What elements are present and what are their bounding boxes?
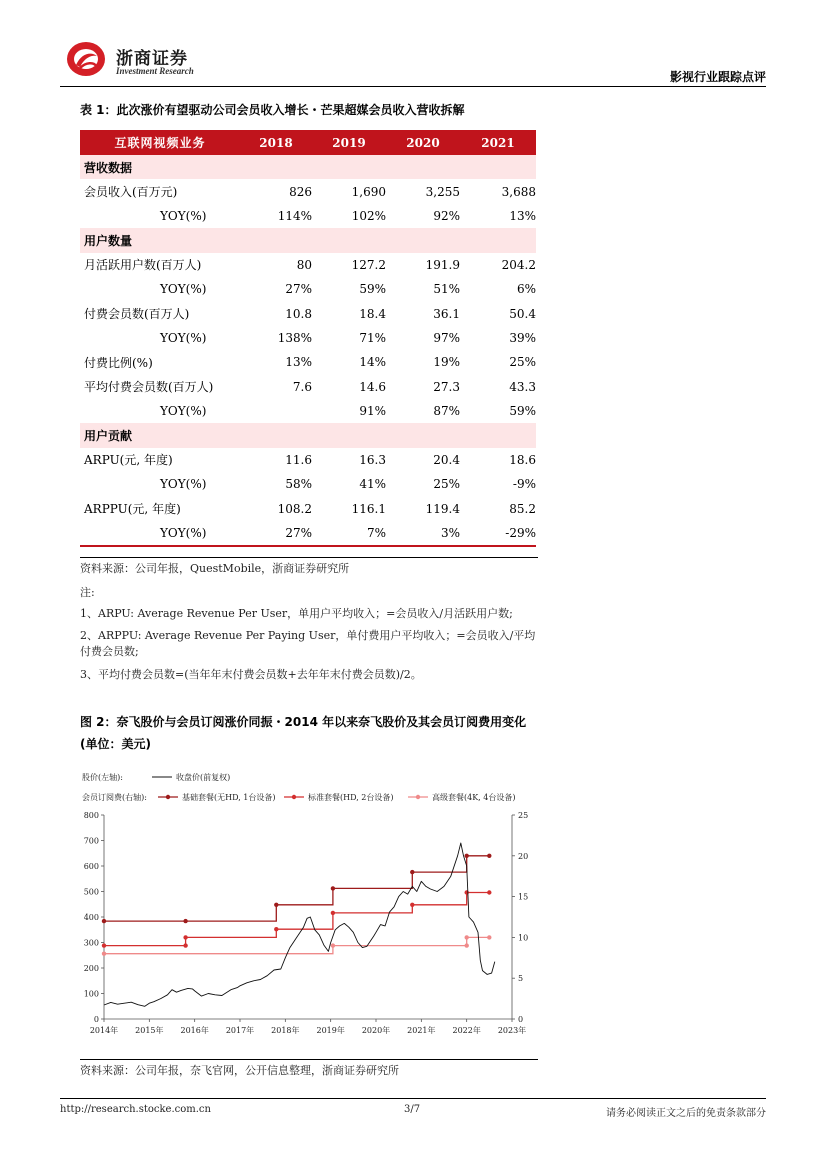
subscription-point — [465, 935, 469, 939]
x-tick-label: 2017年 — [225, 1026, 255, 1035]
table-cell: 1,690 — [351, 184, 386, 199]
section-label: 用户数量 — [80, 228, 536, 252]
table-cell: 102% — [351, 208, 386, 223]
table-cell: 826 — [289, 184, 312, 199]
table-cell: 114% — [277, 208, 312, 223]
table-row — [80, 375, 536, 399]
row-label: YOY(%) — [160, 404, 207, 419]
table-cell: 51% — [433, 282, 460, 297]
table-cell: 39% — [509, 330, 536, 345]
table-row — [80, 496, 536, 520]
subscription-point — [465, 943, 469, 947]
table-cell: 18.4 — [359, 306, 386, 321]
table-cell: 25% — [509, 355, 536, 370]
table-cell: 3,255 — [425, 184, 460, 199]
section-row — [80, 228, 536, 252]
table-cell: 71% — [359, 330, 386, 345]
table-row — [80, 350, 536, 374]
table-cell: 13% — [509, 208, 536, 223]
y-left-tick-label: 500 — [83, 887, 99, 897]
table-cell: 14.6 — [359, 379, 386, 394]
table-row — [80, 301, 536, 325]
table-cell — [240, 399, 312, 423]
netflix-price-chart — [80, 760, 540, 1060]
table-cell: 27.3 — [433, 379, 460, 394]
x-tick-label: 2016年 — [180, 1026, 209, 1035]
y-left-tick-label: 800 — [83, 811, 99, 820]
y-left-tick-label: 700 — [83, 836, 99, 846]
subscription-point — [487, 854, 491, 858]
column-header: 2018 — [240, 130, 312, 155]
row-label: YOY(%) — [160, 477, 207, 492]
table-caption: 表 1：此次涨价有望驱动公司会员收入增长・芒果超媒会员收入营收拆解 — [80, 103, 465, 117]
table-cell: 58% — [285, 477, 312, 492]
table-cell: 7% — [312, 521, 386, 546]
column-header: 2020 — [386, 130, 460, 155]
row-label: YOY(%) — [160, 330, 207, 345]
table-cell: 59% — [359, 282, 386, 297]
x-tick-label: 2022年 — [452, 1026, 481, 1035]
table-body — [80, 155, 536, 546]
figure-source: 资料来源：公司年报，奈飞官网，公开信息整理，浙商证券研究所 — [80, 1064, 399, 1077]
section-label: 营收数据 — [80, 155, 536, 179]
table-cell: 18.6 — [509, 452, 536, 467]
table-cell: 3% — [386, 521, 460, 546]
subscription-point — [331, 943, 335, 947]
legend-plan-label: 高级套餐(4K, 4台设备) — [432, 793, 516, 802]
table-cell: 20.4 — [433, 452, 460, 467]
subscription-point — [331, 886, 335, 890]
x-tick-label: 2015年 — [135, 1026, 164, 1035]
column-header: 互联网视频业务 — [80, 130, 240, 155]
table-cell: 127.2 — [351, 257, 386, 272]
row-label: ARPU(元, 年度) — [84, 453, 173, 468]
y-right-tick-label: 0 — [518, 1015, 524, 1024]
brand-name: 浙商证券 — [116, 49, 188, 69]
table-note: 3、平均付费会员数=(当年年末付费会员数+去年年末付费会员数)/2。 — [80, 668, 422, 681]
legend-plan-label: 标准套餐(HD, 2台设备) — [308, 793, 394, 802]
report-type: 影视行业跟踪点评 — [669, 70, 766, 84]
footer-url[interactable]: http://research.stocke.com.cn — [60, 1104, 211, 1115]
y-right-tick-label: 10 — [518, 933, 529, 943]
table-cell: 116.1 — [351, 501, 386, 516]
table-cell: 50.4 — [509, 306, 536, 321]
row-label: YOY(%) — [160, 282, 207, 297]
footer-rule — [60, 1098, 766, 1099]
yoy-row — [80, 521, 536, 546]
brand-subtitle: Investment Research — [116, 66, 194, 76]
table-cell: 7.6 — [292, 379, 312, 394]
stock-price-line — [104, 843, 495, 1006]
company-logo — [66, 40, 106, 78]
column-header: 2021 — [460, 130, 536, 155]
yoy-row — [80, 326, 536, 350]
row-label: 会员收入(百万元) — [84, 185, 178, 200]
table-cell: 91% — [359, 404, 386, 419]
table-cell: 108.2 — [277, 501, 312, 516]
table-cell: 16.3 — [359, 452, 386, 467]
header-rule — [60, 86, 766, 87]
subscription-point — [183, 943, 187, 947]
x-tick-label: 2020年 — [361, 1026, 391, 1035]
subscription-point — [410, 903, 414, 907]
section-label: 用户贡献 — [80, 423, 536, 447]
row-label: ARPPU(元, 年度) — [84, 502, 181, 517]
table-source: 资料来源：公司年报，QuestMobile，浙商证券研究所 — [80, 562, 350, 575]
table-cell: 19% — [433, 355, 460, 370]
table-cell: 25% — [433, 477, 460, 492]
x-tick-label: 2021年 — [407, 1026, 436, 1035]
table-cell: 3,688 — [501, 184, 536, 199]
table-note: 1、ARPU: Average Revenue Per User，单用户平均收入；=会员收入/月活跃用户数; — [80, 607, 513, 620]
table-cell: 85.2 — [509, 501, 536, 516]
table-cell: 191.9 — [425, 257, 460, 272]
y-left-tick-label: 100 — [83, 989, 99, 999]
table-cell: 59% — [509, 404, 536, 419]
footer-disclaimer: 请务必阅读正文之后的免责条款部分 — [606, 1108, 766, 1119]
table-cell: 27% — [240, 521, 312, 546]
table-cell: 119.4 — [425, 501, 460, 516]
table-cell: 6% — [516, 282, 536, 297]
subscription-point — [274, 927, 278, 931]
table-cell: -29% — [460, 521, 536, 546]
subscription-point — [102, 952, 106, 956]
yoy-row — [80, 277, 536, 301]
revenue-breakdown-table — [80, 130, 536, 547]
x-tick-label: 2019年 — [316, 1026, 345, 1035]
yoy-row — [80, 472, 536, 496]
legend-plan-marker — [416, 795, 420, 799]
legend-plan-label: 基础套餐(无HD, 1台设备) — [182, 793, 276, 802]
row-label: 平均付费会员数(百万人) — [84, 380, 214, 395]
y-right-tick-label: 15 — [518, 892, 529, 902]
table-row — [80, 179, 536, 203]
row-label: 付费比例(%) — [84, 355, 153, 370]
legend-stock-label: 收盘价(前复权) — [176, 773, 231, 782]
table-note: 2、ARPPU: Average Revenue Per Paying User，单付费用户平均收入；=会员收入/平均付费会员数; — [80, 629, 536, 658]
row-label: YOY(%) — [80, 521, 240, 546]
subscription-point — [102, 943, 106, 947]
page-number: 3/7 — [404, 1104, 421, 1115]
y-right-tick-label: 20 — [518, 851, 529, 861]
table-cell: 92% — [433, 208, 460, 223]
subscription-point — [331, 911, 335, 915]
subscription-point — [487, 890, 491, 894]
table-cell: 14% — [359, 355, 386, 370]
table-cell: 43.3 — [509, 379, 536, 394]
y-left-tick-label: 300 — [83, 938, 99, 948]
y-left-tick-label: 0 — [93, 1015, 99, 1024]
row-label: 付费会员数(百万人) — [84, 307, 190, 322]
subscription-point — [487, 935, 491, 939]
table-row — [80, 253, 536, 277]
subscription-line — [104, 856, 489, 921]
y-left-tick-label: 400 — [83, 913, 99, 922]
yoy-row — [80, 399, 536, 423]
row-label: 月活跃用户数(百万人) — [84, 258, 202, 273]
figure-caption: 图 2：奈飞股价与会员订阅涨价同振・2014 年以来奈飞股价及其会员订阅费用变化(单位：美元) — [80, 715, 527, 751]
table-cell: -9% — [512, 477, 536, 492]
table-cell: 87% — [433, 404, 460, 419]
subscription-point — [274, 903, 278, 907]
y-right-tick-label: 5 — [518, 974, 524, 984]
table-note: 注: — [80, 586, 95, 599]
legend-right-label: 会员订阅费(右轴): — [82, 793, 147, 802]
subscription-point — [183, 919, 187, 923]
table-cell: 80 — [296, 257, 312, 272]
row-label: YOY(%) — [160, 208, 207, 223]
yoy-row — [80, 204, 536, 228]
table-cell: 41% — [359, 477, 386, 492]
table-cell: 204.2 — [501, 257, 536, 272]
table-cell: 138% — [277, 330, 312, 345]
y-right-tick-label: 25 — [518, 811, 529, 820]
section-row — [80, 423, 536, 447]
subscription-point — [465, 854, 469, 858]
table-row — [80, 448, 536, 472]
table-header-row — [80, 130, 536, 155]
table-cell: 36.1 — [433, 306, 460, 321]
table-cell: 13% — [285, 355, 312, 370]
x-tick-label: 2014年 — [89, 1026, 119, 1035]
subscription-point — [183, 935, 187, 939]
legend-plan-marker — [166, 795, 170, 799]
table-cell: 10.8 — [285, 306, 312, 321]
subscription-point — [102, 919, 106, 923]
y-left-tick-label: 600 — [83, 862, 99, 871]
subscription-point — [410, 870, 414, 874]
table-cell: 27% — [285, 282, 312, 297]
column-header: 2019 — [312, 130, 386, 155]
table-cell: 11.6 — [285, 452, 312, 467]
legend-plan-marker — [292, 795, 296, 799]
table-cell: 97% — [433, 330, 460, 345]
section-row — [80, 155, 536, 179]
x-tick-label: 2018年 — [271, 1026, 300, 1035]
legend-left-label: 股价(左轴): — [82, 773, 123, 782]
x-tick-label: 2023年 — [497, 1026, 527, 1035]
y-left-tick-label: 200 — [83, 964, 99, 973]
table-bottom-rule — [80, 557, 538, 558]
figure-bottom-rule — [80, 1059, 538, 1060]
